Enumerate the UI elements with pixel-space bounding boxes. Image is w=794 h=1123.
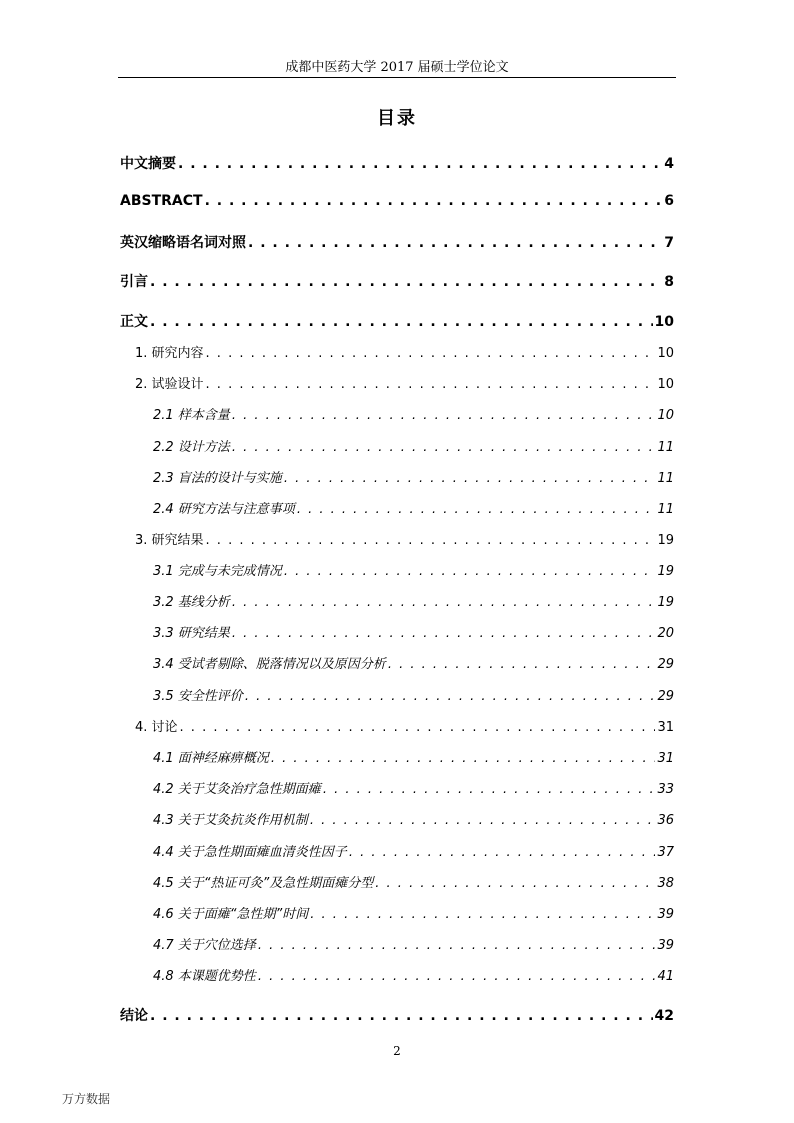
toc-entry-label: 4. 讨论 xyxy=(135,720,178,735)
toc-entry-label: 4.3 关于艾灸抗炎作用机制 xyxy=(153,813,308,828)
toc-entry-page: 10 xyxy=(657,377,674,392)
toc-entry-label: 2.4 研究方法与注意事项 xyxy=(153,502,295,517)
toc-leader xyxy=(232,408,656,423)
toc-leader xyxy=(206,346,656,361)
toc-leader xyxy=(297,502,656,517)
toc-leader xyxy=(258,938,656,953)
toc-entry-2-1[interactable] xyxy=(153,404,674,423)
toc-entry-page: 10 xyxy=(657,408,674,423)
toc-entry-label: 3.4 受试者剔除、脱落情况以及原因分析 xyxy=(153,657,386,672)
toc-entry-page: 11 xyxy=(657,440,674,455)
toc-entry-2-2[interactable] xyxy=(153,436,674,455)
toc-entry-label: 1. 研究内容 xyxy=(135,346,204,361)
toc-leader xyxy=(206,377,656,392)
toc-title: 目录 xyxy=(377,108,417,129)
toc-leader xyxy=(150,314,653,330)
toc-leader xyxy=(180,720,656,735)
toc-leader xyxy=(258,969,656,984)
toc-entry-label: ABSTRACT xyxy=(120,193,203,209)
toc-entry-2-4[interactable] xyxy=(153,498,674,517)
toc-entry-page: 19 xyxy=(657,564,674,579)
toc-entry-3-1[interactable] xyxy=(153,560,674,579)
toc-leader xyxy=(271,751,656,766)
toc-entry-page: 11 xyxy=(657,502,674,517)
toc-entry-page: 20 xyxy=(657,626,674,641)
toc-entry-page: 36 xyxy=(657,813,674,828)
toc-entry-label: 4.4 关于急性期面瘫血清炎性因子 xyxy=(153,845,347,860)
toc-entry-2[interactable] xyxy=(135,373,674,392)
toc-entry-page: 11 xyxy=(657,471,674,486)
toc-entry-page: 10 xyxy=(654,314,674,330)
toc-entry-label: 3. 研究结果 xyxy=(135,533,204,548)
toc-entry-page: 10 xyxy=(657,346,674,361)
toc-entry-page: 37 xyxy=(657,845,674,860)
toc-leader xyxy=(310,813,656,828)
toc-entry-label: 2.1 样本含量 xyxy=(153,408,230,423)
toc-leader xyxy=(206,533,656,548)
toc-leader xyxy=(232,595,656,610)
toc-entry-2-3[interactable] xyxy=(153,467,674,486)
toc-entry-page: 4 xyxy=(664,156,674,172)
toc-entry-label: 3.3 研究结果 xyxy=(153,626,230,641)
toc-entry-main-text[interactable] xyxy=(120,311,674,331)
toc-entry-label: 2. 试验设计 xyxy=(135,377,204,392)
toc-entry-4-1[interactable] xyxy=(153,747,674,766)
toc-leader xyxy=(232,440,656,455)
toc-entry-4-2[interactable] xyxy=(153,778,674,797)
toc-entry-3-4[interactable] xyxy=(153,653,674,672)
page-number: 2 xyxy=(393,1044,401,1058)
toc-leader xyxy=(349,845,656,860)
toc-entry-page: 19 xyxy=(657,533,674,548)
toc-entry-chinese-abstract[interactable] xyxy=(120,153,674,173)
toc-leader xyxy=(150,1008,653,1024)
toc-entry-page: 38 xyxy=(657,876,674,891)
toc-entry-label: 2.2 设计方法 xyxy=(153,440,230,455)
header-rule xyxy=(118,77,676,78)
toc-entry-label: 4.5 关于“热证可灸”及急性期面瘫分型 xyxy=(153,876,374,891)
toc-entry-label: 3.5 安全性评价 xyxy=(153,689,243,704)
toc-leader xyxy=(284,471,656,486)
toc-entry-4-8[interactable] xyxy=(153,965,674,984)
toc-entry-1[interactable] xyxy=(135,342,674,361)
toc-entry-label: 中文摘要 xyxy=(120,156,176,172)
toc-entry-label: 4.8 本课题优势性 xyxy=(153,969,256,984)
toc-entry-page: 33 xyxy=(657,782,674,797)
toc-entry-3-2[interactable] xyxy=(153,591,674,610)
toc-entry-conclusion[interactable] xyxy=(120,1005,674,1025)
toc-entry-page: 31 xyxy=(657,751,674,766)
toc-entry-4-5[interactable] xyxy=(153,872,674,891)
toc-entry-abstract[interactable] xyxy=(120,193,674,209)
toc-entry-page: 29 xyxy=(657,657,674,672)
toc-leader xyxy=(178,156,662,172)
toc-leader xyxy=(388,657,656,672)
toc-entry-label: 4.1 面神经麻痹概况 xyxy=(153,751,269,766)
toc-entry-page: 19 xyxy=(657,595,674,610)
toc-entry-4-3[interactable] xyxy=(153,809,674,828)
toc-entry-page: 7 xyxy=(664,235,674,251)
toc-leader xyxy=(284,564,656,579)
toc-entry-label: 4.6 关于面瘫“急性期”时间 xyxy=(153,907,309,922)
toc-entry-4-7[interactable] xyxy=(153,934,674,953)
toc-entry-label: 2.3 盲法的设计与实施 xyxy=(153,471,282,486)
toc-leader xyxy=(248,235,662,251)
toc-entry-page: 8 xyxy=(664,274,674,290)
toc-entry-3-3[interactable] xyxy=(153,622,674,641)
toc-entry-4-4[interactable] xyxy=(153,841,674,860)
toc-entry-label: 结论 xyxy=(120,1008,148,1024)
toc-entry-label: 3.2 基线分析 xyxy=(153,595,230,610)
toc-entry-page: 42 xyxy=(654,1008,674,1024)
toc-entry-label: 4.2 关于艾灸治疗急性期面瘫 xyxy=(153,782,321,797)
toc-leader xyxy=(375,876,655,891)
toc-leader xyxy=(150,274,662,290)
toc-entry-label: 引言 xyxy=(120,274,148,290)
toc-entry-page: 6 xyxy=(664,193,674,209)
toc-leader xyxy=(205,193,663,209)
toc-leader xyxy=(323,782,656,797)
toc-leader xyxy=(232,626,656,641)
toc-entry-label: 3.1 完成与未完成情况 xyxy=(153,564,282,579)
toc-entry-page: 41 xyxy=(657,969,674,984)
toc-entry-3-5[interactable] xyxy=(153,685,674,704)
toc-entry-4[interactable] xyxy=(135,716,674,735)
running-header: 成都中医药大学 2017 届硕士学位论文 xyxy=(285,60,509,75)
toc-entry-page: 39 xyxy=(657,907,674,922)
toc-leader xyxy=(245,689,656,704)
toc-entry-label: 4.7 关于穴位选择 xyxy=(153,938,256,953)
source-watermark: 万方数据 xyxy=(62,1092,111,1106)
toc-entry-page: 39 xyxy=(657,938,674,953)
toc-entry-page: 29 xyxy=(657,689,674,704)
toc-entry-introduction[interactable] xyxy=(120,271,674,291)
toc-entry-page: 31 xyxy=(657,720,674,735)
toc-entry-abbreviations[interactable] xyxy=(120,232,674,252)
toc-leader xyxy=(310,907,655,922)
toc-entry-3[interactable] xyxy=(135,529,674,548)
toc-entry-label: 英汉缩略语名词对照 xyxy=(120,235,246,251)
toc-entry-4-6[interactable] xyxy=(153,903,674,922)
toc-entry-label: 正文 xyxy=(120,314,148,330)
